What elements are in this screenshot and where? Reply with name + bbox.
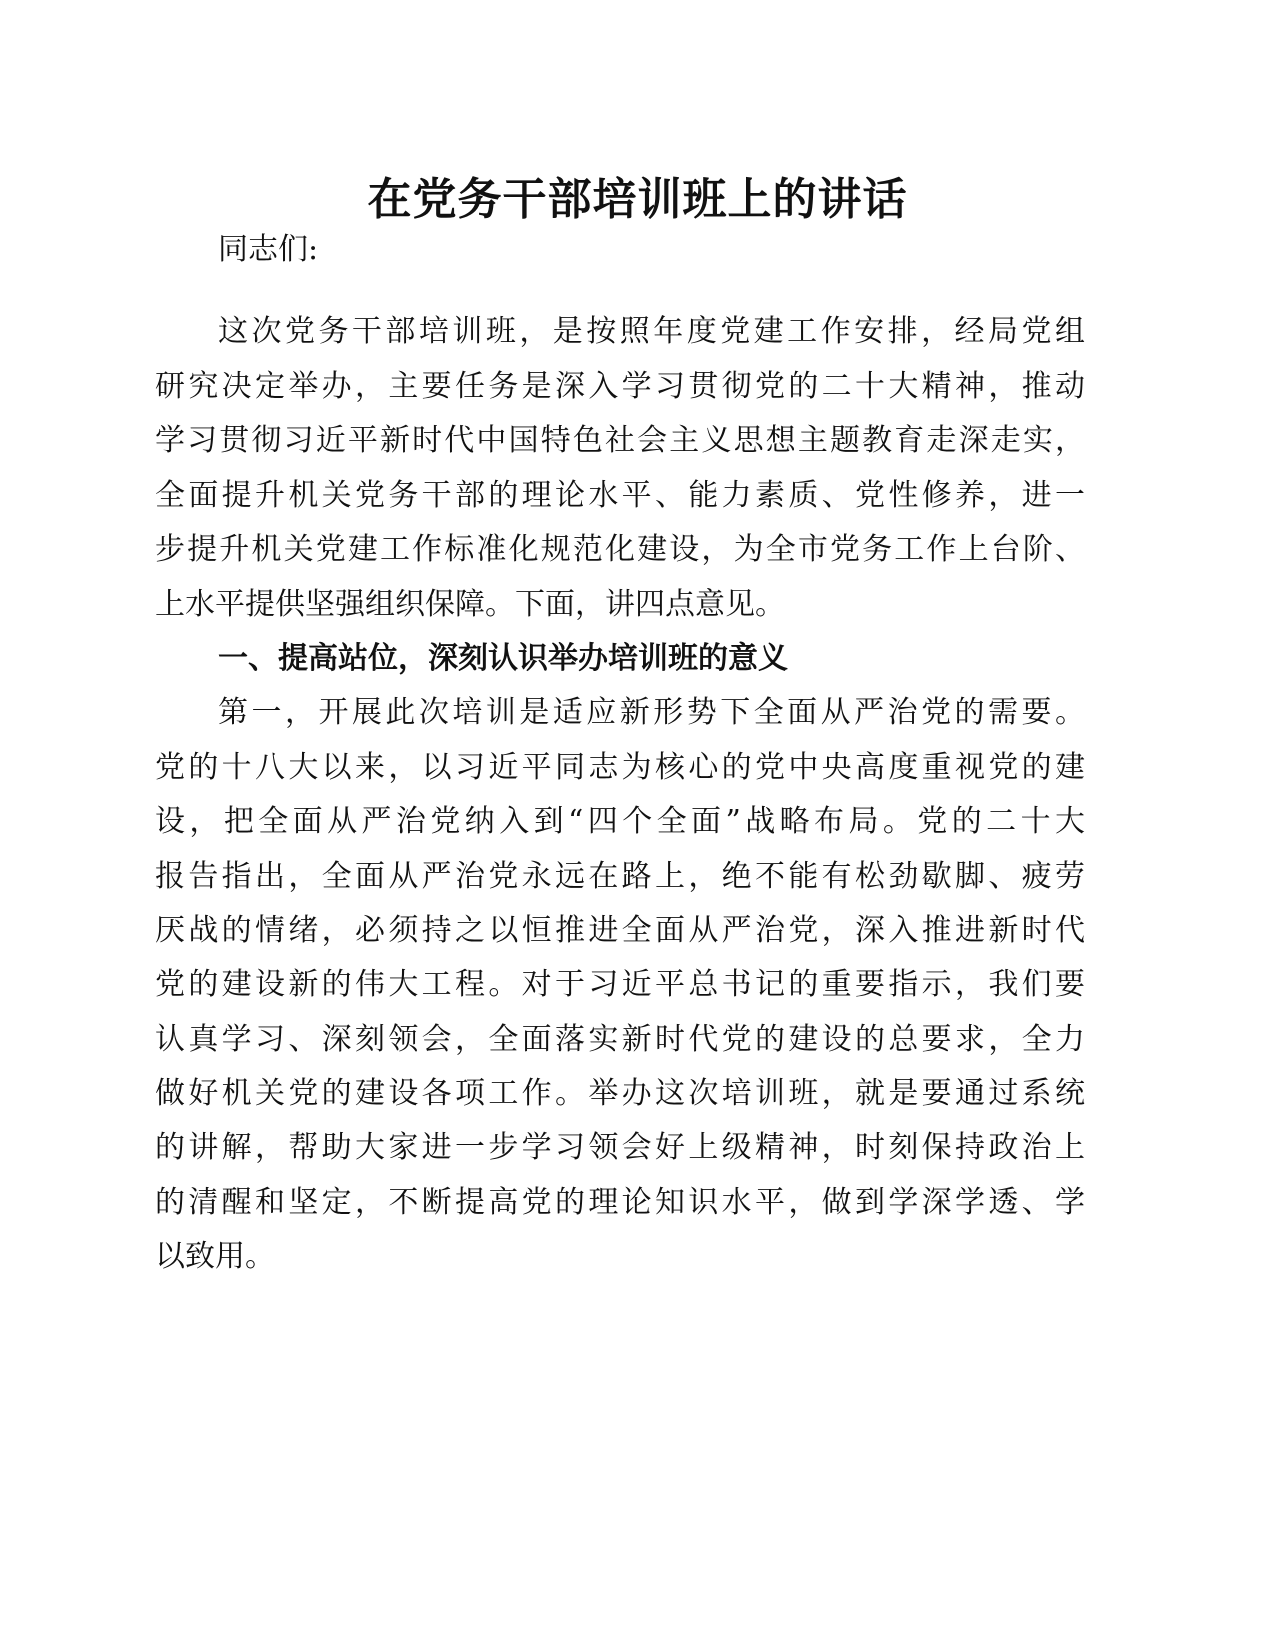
- paragraph-line: 设，把全面从严治党纳入到“四个全面”战略布局。党的二十大: [155, 804, 1085, 839]
- paragraph-line: 步提升机关党建工作标准化规范化建设，为全市党务工作上台阶、: [155, 532, 1085, 567]
- paragraph-line: 报告指出，全面从严治党永远在路上，绝不能有松劲歇脚、疲劳: [155, 859, 1085, 894]
- paragraph-line: 的讲解，帮助大家进一步学习领会好上级精神，时刻保持政治上: [155, 1130, 1085, 1165]
- paragraph-line: 认真学习、深刻领会，全面落实新时代党的建设的总要求，全力: [155, 1022, 1085, 1057]
- paragraph-line: 做好机关党的建设各项工作。举办这次培训班，就是要通过系统: [155, 1076, 1085, 1111]
- section-heading: 一、提高站位，深刻认识举办培训班的意义: [218, 641, 788, 676]
- paragraph-line: 党的十八大以来，以习近平同志为核心的党中央高度重视党的建: [155, 750, 1085, 785]
- paragraph-line: 学习贯彻习近平新时代中国特色社会主义思想主题教育走深走实，: [155, 423, 1085, 458]
- paragraph-line: 研究决定举办，主要任务是深入学习贯彻党的二十大精神，推动: [155, 369, 1085, 404]
- paragraph-line: 的清醒和坚定，不断提高党的理论知识水平，做到学深学透、学: [155, 1185, 1085, 1220]
- paragraph-line: 以致用。: [155, 1239, 275, 1274]
- paragraph-line: 上水平提供坚强组织保障。下面，讲四点意见。: [155, 587, 785, 622]
- paragraph-line: 全面提升机关党务干部的理论水平、能力素质、党性修养，进一: [155, 478, 1085, 513]
- document-title: 在党务干部培训班上的讲话: [367, 174, 908, 225]
- paragraph-line: 这次党务干部培训班，是按照年度党建工作安排，经局党组: [218, 314, 1085, 349]
- greeting: 同志们:: [218, 232, 319, 267]
- paragraph-line: 厌战的情绪，必须持之以恒推进全面从严治党，深入推进新时代: [155, 913, 1085, 948]
- paragraph-line: 第一，开展此次培训是适应新形势下全面从严治党的需要。: [218, 695, 1085, 730]
- paragraph-line: 党的建设新的伟大工程。对于习近平总书记的重要指示，我们要: [155, 967, 1085, 1002]
